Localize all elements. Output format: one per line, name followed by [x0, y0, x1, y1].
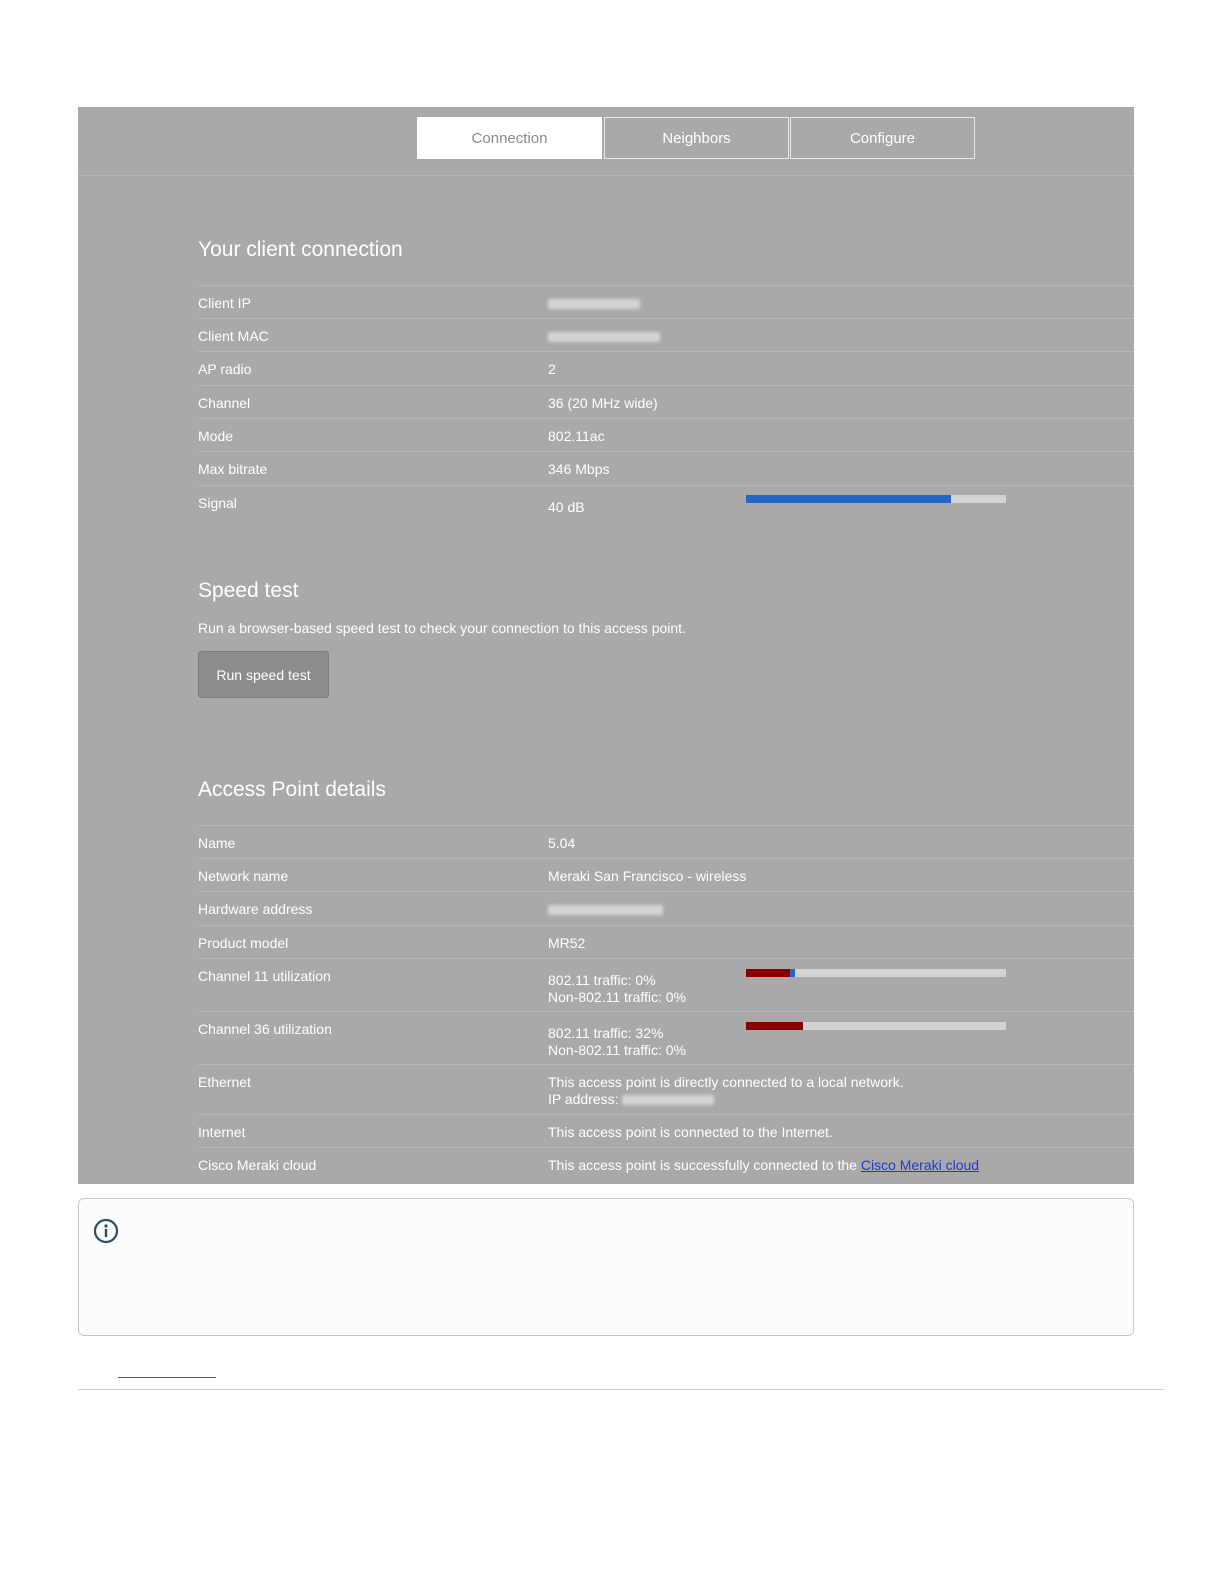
client-mac-row — [198, 318, 1134, 352]
hardware-address-row — [198, 891, 1134, 925]
cisco-meraki-cloud-link[interactable]: Cisco Meraki cloud — [860, 1157, 980, 1173]
internet-row — [198, 1114, 1134, 1148]
ap-name-label: Name — [198, 835, 236, 851]
mode-value: 802.11ac — [548, 428, 605, 444]
channel-value: 36 (20 MHz wide) — [548, 395, 658, 411]
ethernet-status: This access point is directly connected to a local network. — [548, 1074, 904, 1090]
channel-11-non-80211-traffic: Non-802.11 traffic: 0% — [548, 989, 687, 1005]
client-connection-title: Your client connection — [198, 238, 403, 261]
product-model-row — [198, 925, 1134, 959]
signal-label: Signal — [198, 495, 237, 511]
ap-radio-label: AP radio — [198, 361, 252, 377]
meraki-cloud-label: Cisco Meraki cloud — [198, 1157, 317, 1173]
client-mac-value — [548, 328, 660, 345]
max-bitrate-row — [198, 451, 1134, 485]
signal-value: 40 dB — [548, 499, 585, 515]
ap-details-title: Access Point details — [198, 778, 386, 801]
page-divider — [78, 1389, 1164, 1390]
channel-11-utilization-label: Channel 11 utilization — [198, 968, 331, 984]
channel-36-utilization-label: Channel 36 utilization — [198, 1021, 332, 1037]
channel-11-utilization-row — [198, 958, 1134, 1012]
meraki-cloud-row — [198, 1147, 1134, 1185]
client-ip-row — [198, 285, 1134, 319]
ap-status-panel — [78, 107, 1134, 1184]
mode-label: Mode — [198, 428, 234, 444]
channel-11-utilization-fill-secondary — [790, 969, 795, 977]
meraki-cloud-value — [548, 1157, 979, 1174]
redacted-value — [548, 299, 640, 309]
signal-strength-bar — [746, 495, 1006, 503]
tab-configure[interactable]: Configure — [790, 117, 975, 159]
client-mac-label: Client MAC — [198, 328, 269, 344]
channel-36-non-80211-traffic: Non-802.11 traffic: 0% — [548, 1042, 687, 1058]
speed-test-description: Run a browser-based speed test to check your connection to this access point. — [198, 620, 686, 636]
max-bitrate-label: Max bitrate — [198, 461, 268, 477]
redacted-value — [548, 332, 660, 342]
footnote-separator — [118, 1377, 216, 1378]
ap-radio-row — [198, 351, 1134, 385]
tab-connection[interactable]: Connection — [417, 117, 602, 159]
mode-row — [198, 418, 1134, 452]
network-name-value: Meraki San Francisco - wireless — [548, 868, 747, 884]
ethernet-ip-label: IP address: — [548, 1091, 619, 1107]
ethernet-row — [198, 1064, 1134, 1115]
hardware-address-label: Hardware address — [198, 901, 313, 917]
client-ip-label: Client IP — [198, 295, 251, 311]
channel-36-utilization-bar — [746, 1022, 1006, 1030]
ap-radio-value: 2 — [548, 361, 556, 377]
channel-36-utilization-row — [198, 1011, 1134, 1065]
channel-11-utilization-value — [548, 972, 686, 1006]
redacted-value — [548, 905, 663, 915]
meraki-cloud-status: This access point is successfully connected to the — [548, 1157, 861, 1173]
tab-bar — [78, 107, 1134, 176]
signal-row — [198, 485, 1134, 526]
channel-label: Channel — [198, 395, 251, 411]
max-bitrate-value: 346 Mbps — [548, 461, 610, 477]
network-name-row — [198, 858, 1134, 892]
channel-11-utilization-bar — [746, 969, 1006, 977]
info-circle-icon — [93, 1218, 119, 1244]
channel-36-utilization-value — [548, 1025, 686, 1059]
network-name-label: Network name — [198, 868, 289, 884]
signal-strength-fill — [746, 495, 951, 503]
channel-11-80211-traffic: 802.11 traffic: 0% — [548, 972, 656, 988]
tab-neighbors[interactable]: Neighbors — [604, 117, 789, 159]
ethernet-label: Ethernet — [198, 1074, 251, 1090]
internet-label: Internet — [198, 1124, 246, 1140]
ethernet-value — [548, 1074, 904, 1108]
product-model-value: MR52 — [548, 935, 586, 951]
redacted-value — [622, 1095, 714, 1105]
channel-36-utilization-fill — [746, 1022, 803, 1030]
channel-11-utilization-fill — [746, 969, 790, 977]
run-speed-test-button[interactable]: Run speed test — [198, 651, 329, 698]
hardware-address-value — [548, 901, 663, 918]
ap-name-value: 5.04 — [548, 835, 576, 851]
info-callout — [78, 1198, 1134, 1336]
channel-row — [198, 385, 1134, 419]
ap-name-row — [198, 825, 1134, 859]
client-ip-value — [548, 295, 640, 312]
speed-test-title: Speed test — [198, 579, 299, 602]
internet-value: This access point is connected to the Internet. — [548, 1124, 833, 1140]
product-model-label: Product model — [198, 935, 289, 951]
channel-36-80211-traffic: 802.11 traffic: 32% — [548, 1025, 664, 1041]
